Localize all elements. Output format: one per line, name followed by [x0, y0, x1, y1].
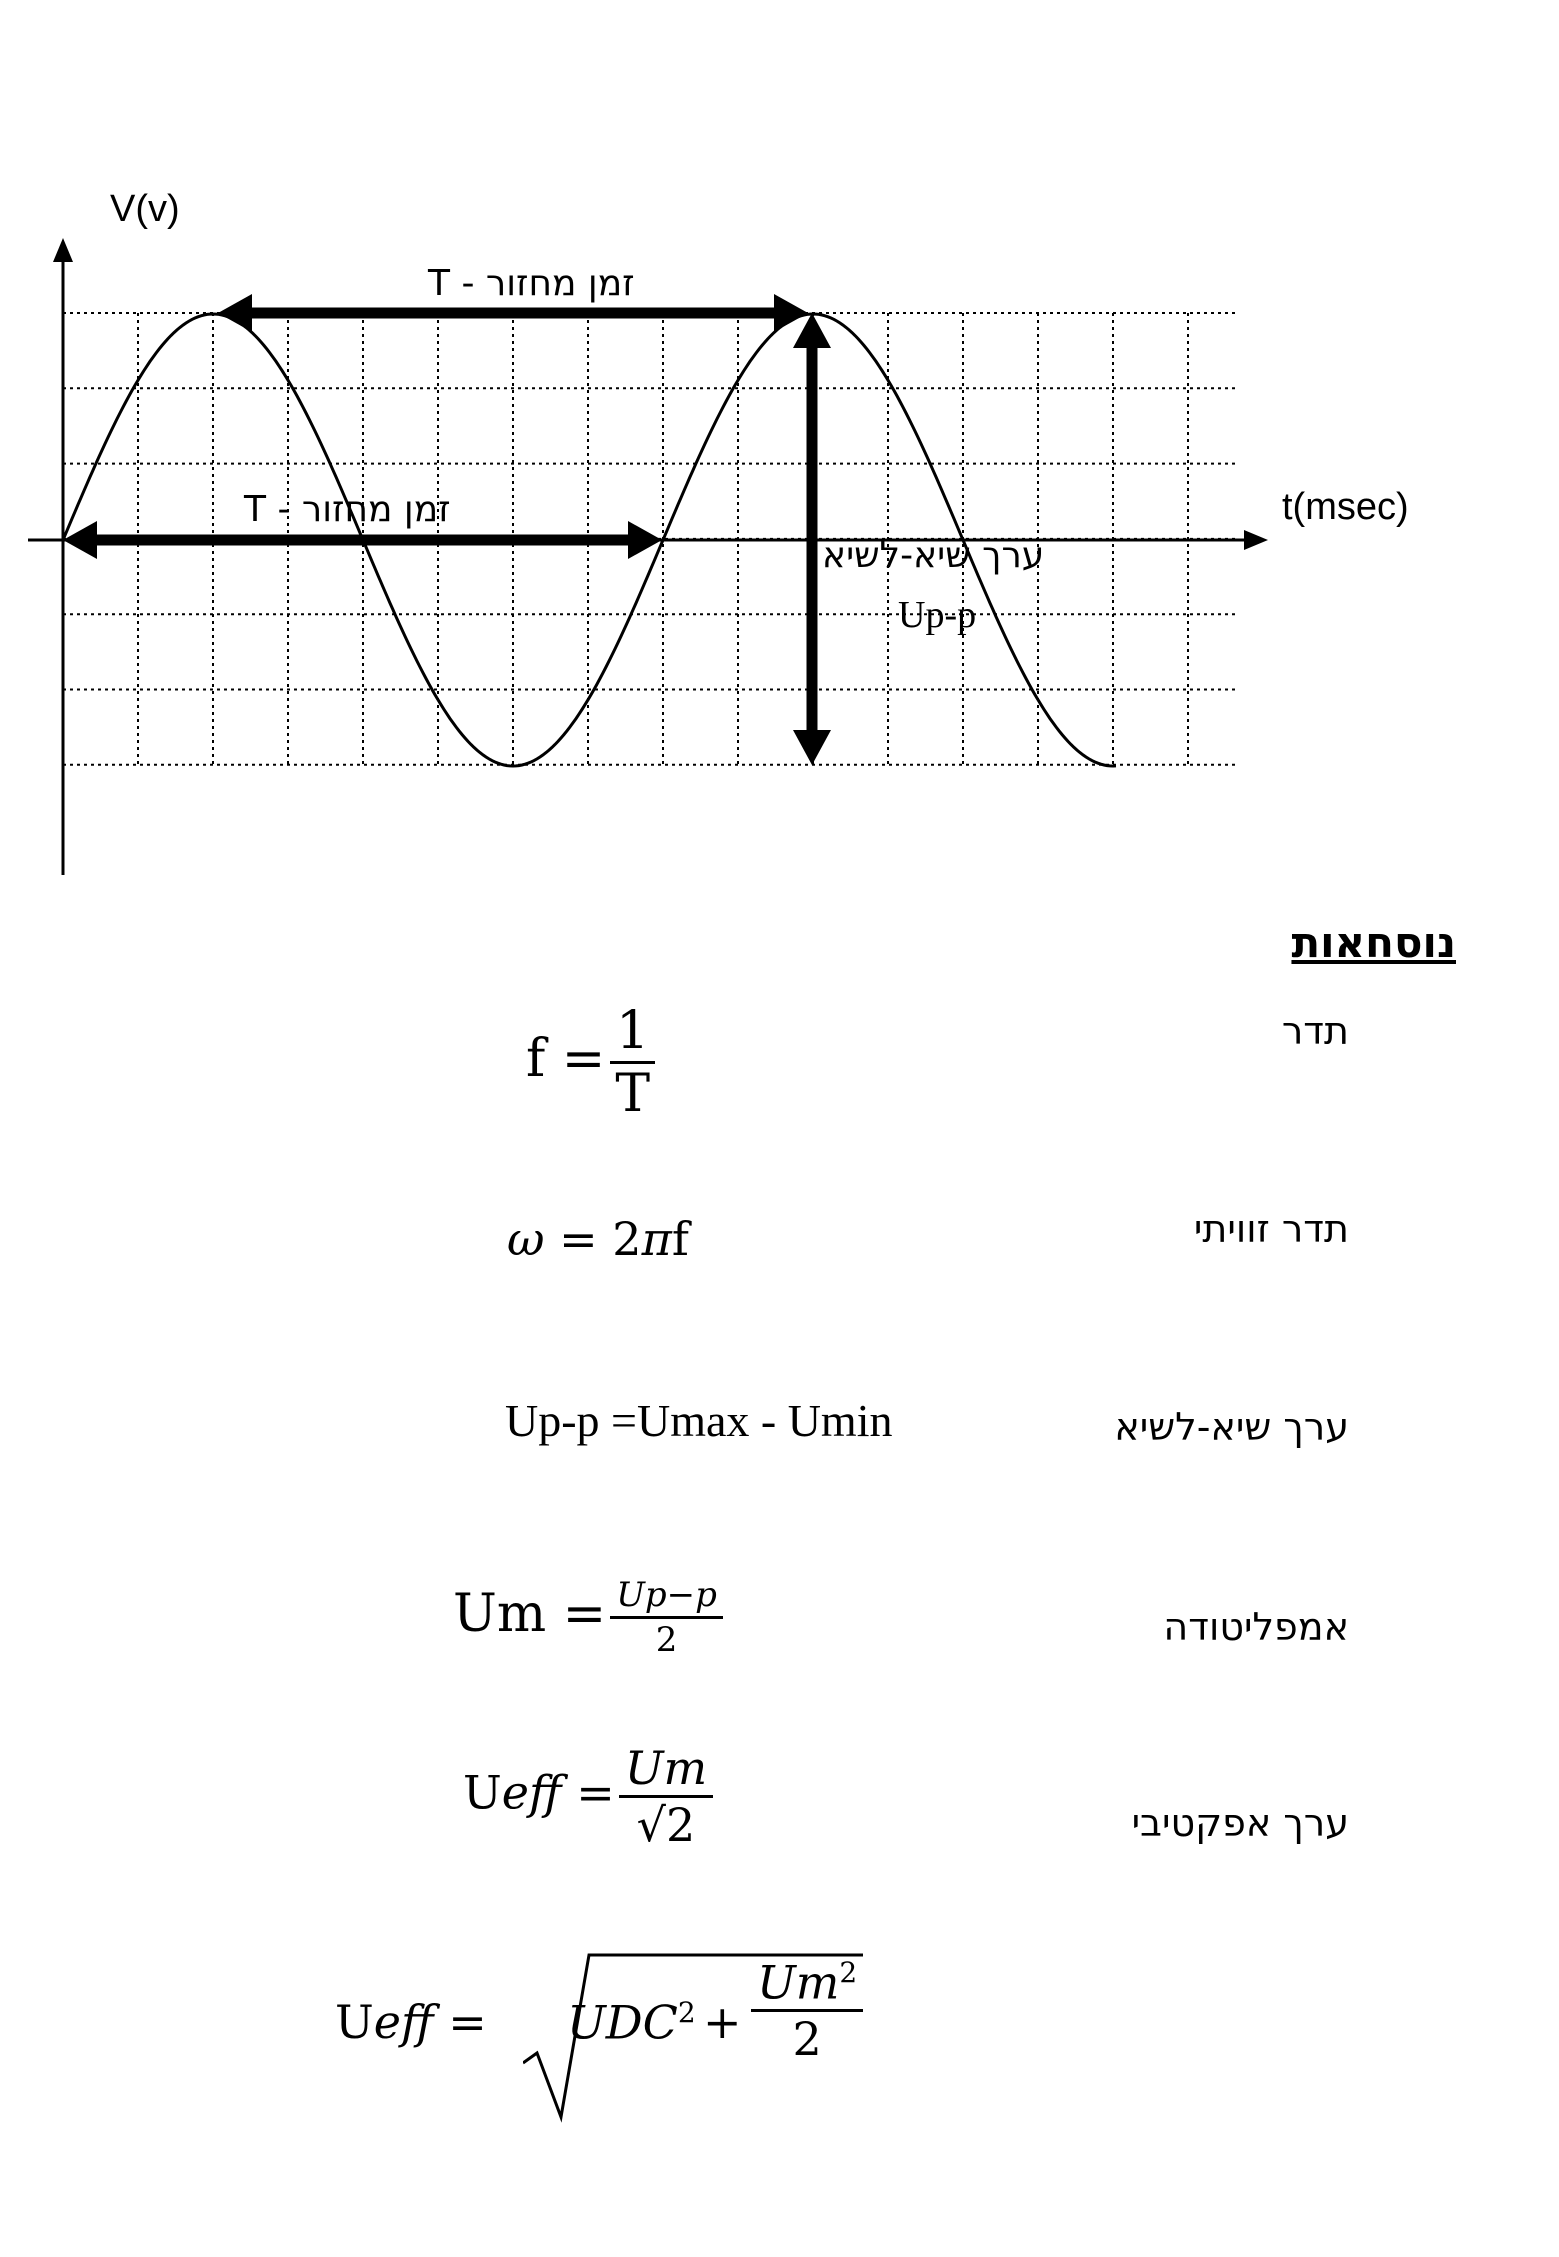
sine-wave-diagram: [0, 0, 1559, 900]
effective-dc-eq: =: [448, 1995, 487, 2049]
peak-to-peak-formula-label: ערך שיא-לשיא: [1114, 1405, 1349, 1449]
period-label-middle: זמן מחזור - T: [244, 489, 451, 530]
y-axis-arrow-icon: [53, 238, 73, 262]
angular-f: f: [671, 1212, 689, 1266]
effective-formula: [463, 1741, 717, 1852]
effective-eq: =: [576, 1765, 615, 1820]
udc-term: UDC: [567, 1995, 678, 2050]
x-axis-label: t(msec): [1282, 486, 1409, 528]
effective-numerator: Um: [619, 1745, 713, 1798]
effective-u: U: [463, 1765, 502, 1820]
effective-dc-eff: eff: [373, 1995, 434, 2049]
effective-label: ערך אפקטיבי: [1131, 1801, 1349, 1845]
amplitude-formula: [453, 1575, 727, 1660]
period-label-top: זמן מחזור - T: [428, 263, 635, 304]
y-axis-label: V(v): [110, 188, 180, 230]
pi-symbol: π: [641, 1212, 672, 1266]
peak-to-peak-symbol: Up-p: [898, 594, 977, 636]
angular-eq: = 2: [544, 1212, 642, 1266]
frequency-formula: [526, 1001, 660, 1124]
amplitude-lhs: Um =: [453, 1584, 607, 1644]
peak-to-peak-label: ערך שיא-לשיא: [822, 535, 1045, 576]
omega-symbol: ω: [507, 1212, 545, 1266]
amplitude-numerator: Up−p: [610, 1578, 723, 1619]
plus-sign: +: [703, 1995, 742, 2049]
effective-eff: eff: [501, 1765, 562, 1820]
um-exponent: 2: [839, 1956, 858, 1989]
frequency-denominator: T: [615, 1064, 651, 1124]
effective-dc-u: U: [335, 1995, 374, 2049]
angular-frequency-label: תדר זוויתי: [1193, 1207, 1349, 1251]
angular-frequency-formula: [507, 1212, 689, 1266]
frequency-numerator: 1: [610, 1005, 655, 1064]
effective-dc-numerator: Um: [757, 1955, 840, 2010]
udc-exponent: 2: [677, 1996, 696, 2029]
peak-to-peak-formula: Up-p =Umax - Umin: [505, 1395, 893, 1446]
formulas-heading: נוסחאות: [1291, 918, 1456, 967]
effective-dc-denominator: 2: [792, 2012, 822, 2067]
amplitude-label: אמפליטודה: [1163, 1605, 1349, 1649]
frequency-lhs: f =: [526, 1029, 606, 1089]
frequency-label: תדר: [1281, 1009, 1349, 1053]
effective-denominator: 2: [665, 1798, 696, 1852]
x-axis-arrow-icon: [1244, 530, 1268, 550]
amplitude-denominator: 2: [655, 1620, 678, 1660]
sqrt-icon: √: [636, 1798, 666, 1852]
